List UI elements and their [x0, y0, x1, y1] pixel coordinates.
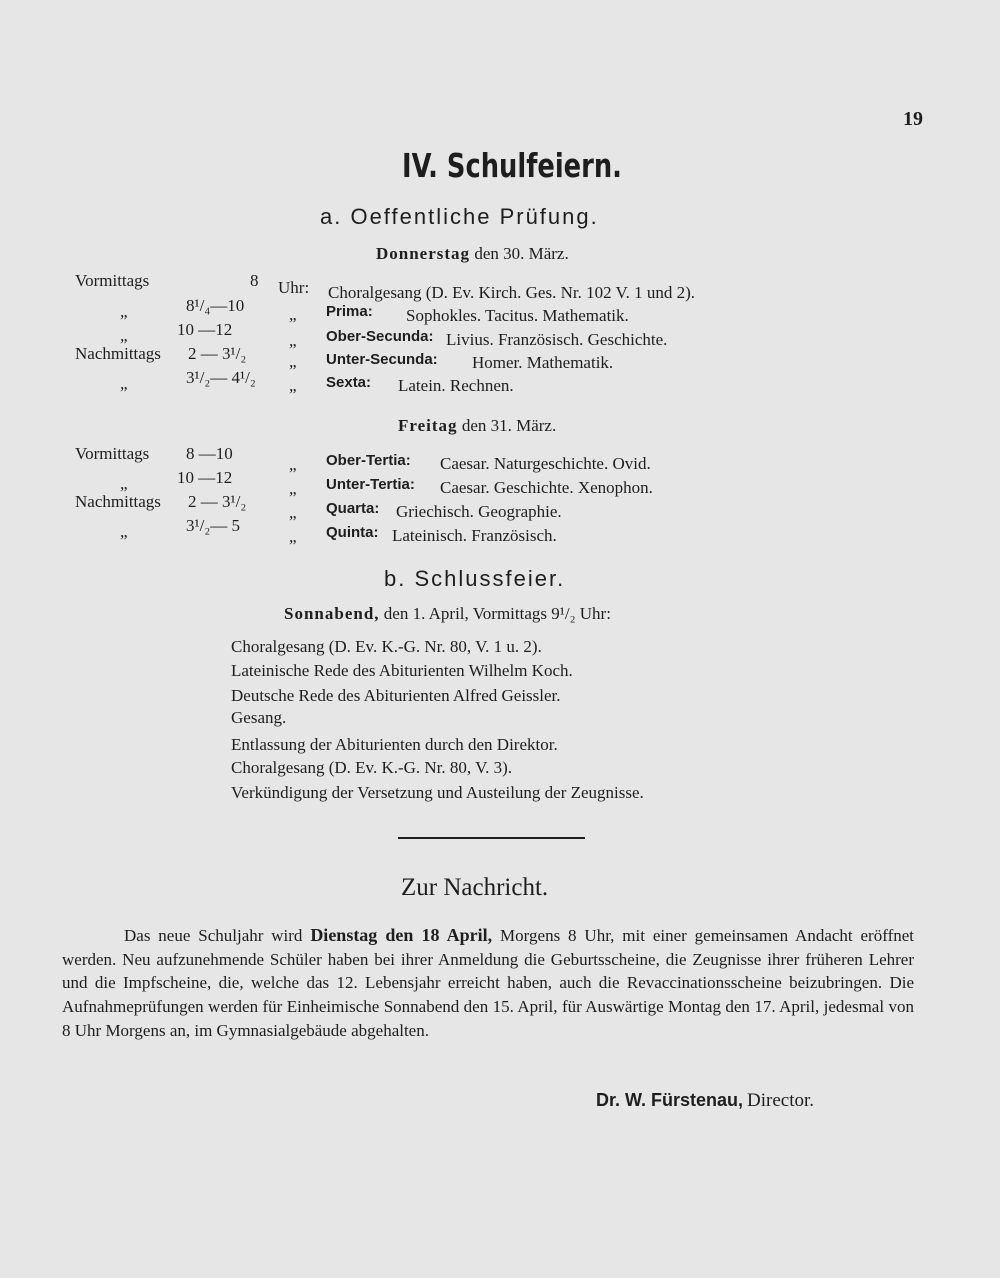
content: Sophokles. Tacitus. Mathematik. [406, 306, 629, 325]
signature-name: Dr. W. Fürstenau, [596, 1090, 744, 1110]
program-item: Gesang. [231, 708, 287, 727]
unit: „ [289, 503, 297, 522]
time: 2 — 3¹/₂ [188, 344, 247, 363]
unit: Uhr: [278, 278, 310, 297]
subject: Ober-Secunda: [326, 328, 434, 345]
content: Homer. Mathematik. [472, 353, 614, 372]
day1-name: Donnerstag [376, 244, 471, 263]
subject: Unter-Secunda: [326, 351, 438, 368]
signature-title: Director. [747, 1090, 815, 1111]
notice-text-start: Das neue Schuljahr wird [124, 926, 311, 945]
program-item: Deutsche Rede des Abiturienten Alfred Geissler. [231, 686, 561, 705]
time: 10 —12 [177, 468, 233, 487]
period: „ [120, 374, 128, 393]
content: Caesar. Naturgeschichte. Ovid. [440, 454, 651, 473]
time: 10 —12 [177, 320, 233, 339]
notice-title: Zur Nachricht. [401, 874, 549, 901]
day1-date: den 30. März. [474, 244, 569, 263]
unit: „ [289, 527, 297, 546]
notice-paragraph [62, 924, 914, 1043]
time: 8 —10 [186, 444, 233, 463]
program-item: Verkündigung der Versetzung und Austeilung der Zeugnisse. [231, 783, 644, 802]
unit: „ [289, 479, 297, 498]
day1-heading [376, 244, 569, 264]
content: Latein. Rechnen. [398, 376, 514, 395]
section-divider [398, 837, 585, 839]
day2-date: den 31. März. [461, 416, 557, 435]
time: 3¹/₂— 5 [186, 516, 240, 535]
day2-name: Freitag [398, 416, 458, 435]
subject: Quinta: [326, 524, 379, 541]
part-b-heading: b. Schlussfeier. [384, 566, 566, 591]
period: „ [120, 522, 128, 541]
time: 2 — 3¹/₂ [188, 492, 247, 511]
notice-text-rest: Morgens 8 Uhr, mit einer gemeinsamen Andacht eröffnet werden. Neu aufzunehmende Schüler haben bei ihrer Anmeldung die Geburtsscheine, die Zeugnisse ihrer früheren Lehrer und die Impfscheine, die, welche das 12. Lebensjahr erreicht haben, auch die Revaccinationsscheine beizubringen. Die Aufnahmeprüfungen werden für Einheimische Sonnabend den 15. April, für Auswärtige Montag den 17. April, jedesmal von 8 Uhr Morgens an, im Gymnasialgebäude abgehalten. [62, 926, 914, 1040]
time: 8¹/₄—10 [186, 296, 245, 315]
subject: Prima: [326, 303, 373, 320]
program-item: Lateinische Rede des Abiturienten Wilhelm Koch. [231, 661, 573, 680]
page-number: 19 [903, 108, 923, 130]
subject: Ober-Tertia: [326, 452, 411, 469]
part-a-heading: a. Oeffentliche Prüfung. [320, 204, 599, 229]
subject: Quarta: [326, 500, 380, 517]
content: Lateinisch. Französisch. [392, 526, 557, 545]
content: Caesar. Geschichte. Xenophon. [440, 478, 653, 497]
program-item: Choralgesang (D. Ev. K.-G. Nr. 80, V. 3). [231, 758, 513, 777]
period: Nachmittags [75, 344, 161, 363]
part-b-day: Sonnabend, [284, 604, 380, 623]
time: 3¹/₂— 4¹/₂ [186, 368, 256, 387]
unit: „ [289, 376, 297, 395]
content: Griechisch. Geographie. [396, 502, 562, 521]
period: „ [120, 302, 128, 321]
unit: „ [289, 305, 297, 324]
day2-heading [398, 416, 556, 436]
time: 8 [250, 271, 259, 290]
part-b-date: den 1. April, Vormittags 9¹/₂ Uhr: [383, 604, 611, 623]
part-b-date-line [284, 604, 611, 624]
subject: Sexta: [326, 374, 372, 391]
content: Livius. Französisch. Geschichte. [446, 330, 668, 349]
program-item: Entlassung der Abiturienten durch den Direktor. [231, 735, 558, 754]
subject: Unter-Tertia: [326, 476, 415, 493]
period: Vormittags [75, 271, 150, 290]
period: „ [120, 474, 128, 493]
unit: „ [289, 352, 297, 371]
section-title: IV. Schulfeiern. [402, 146, 622, 185]
content: Choralgesang (D. Ev. Kirch. Ges. Nr. 102 V. 1 und 2). [328, 283, 696, 302]
period: Vormittags [75, 444, 150, 463]
unit: „ [289, 455, 297, 474]
period: „ [120, 326, 128, 345]
unit: „ [289, 331, 297, 350]
notice-date-emphasis: Dienstag den 18 April, [310, 925, 493, 945]
program-item: Choralgesang (D. Ev. K.-G. Nr. 80, V. 1 u. 2). [231, 637, 542, 656]
period: Nachmittags [75, 492, 161, 511]
signature [596, 1090, 814, 1112]
